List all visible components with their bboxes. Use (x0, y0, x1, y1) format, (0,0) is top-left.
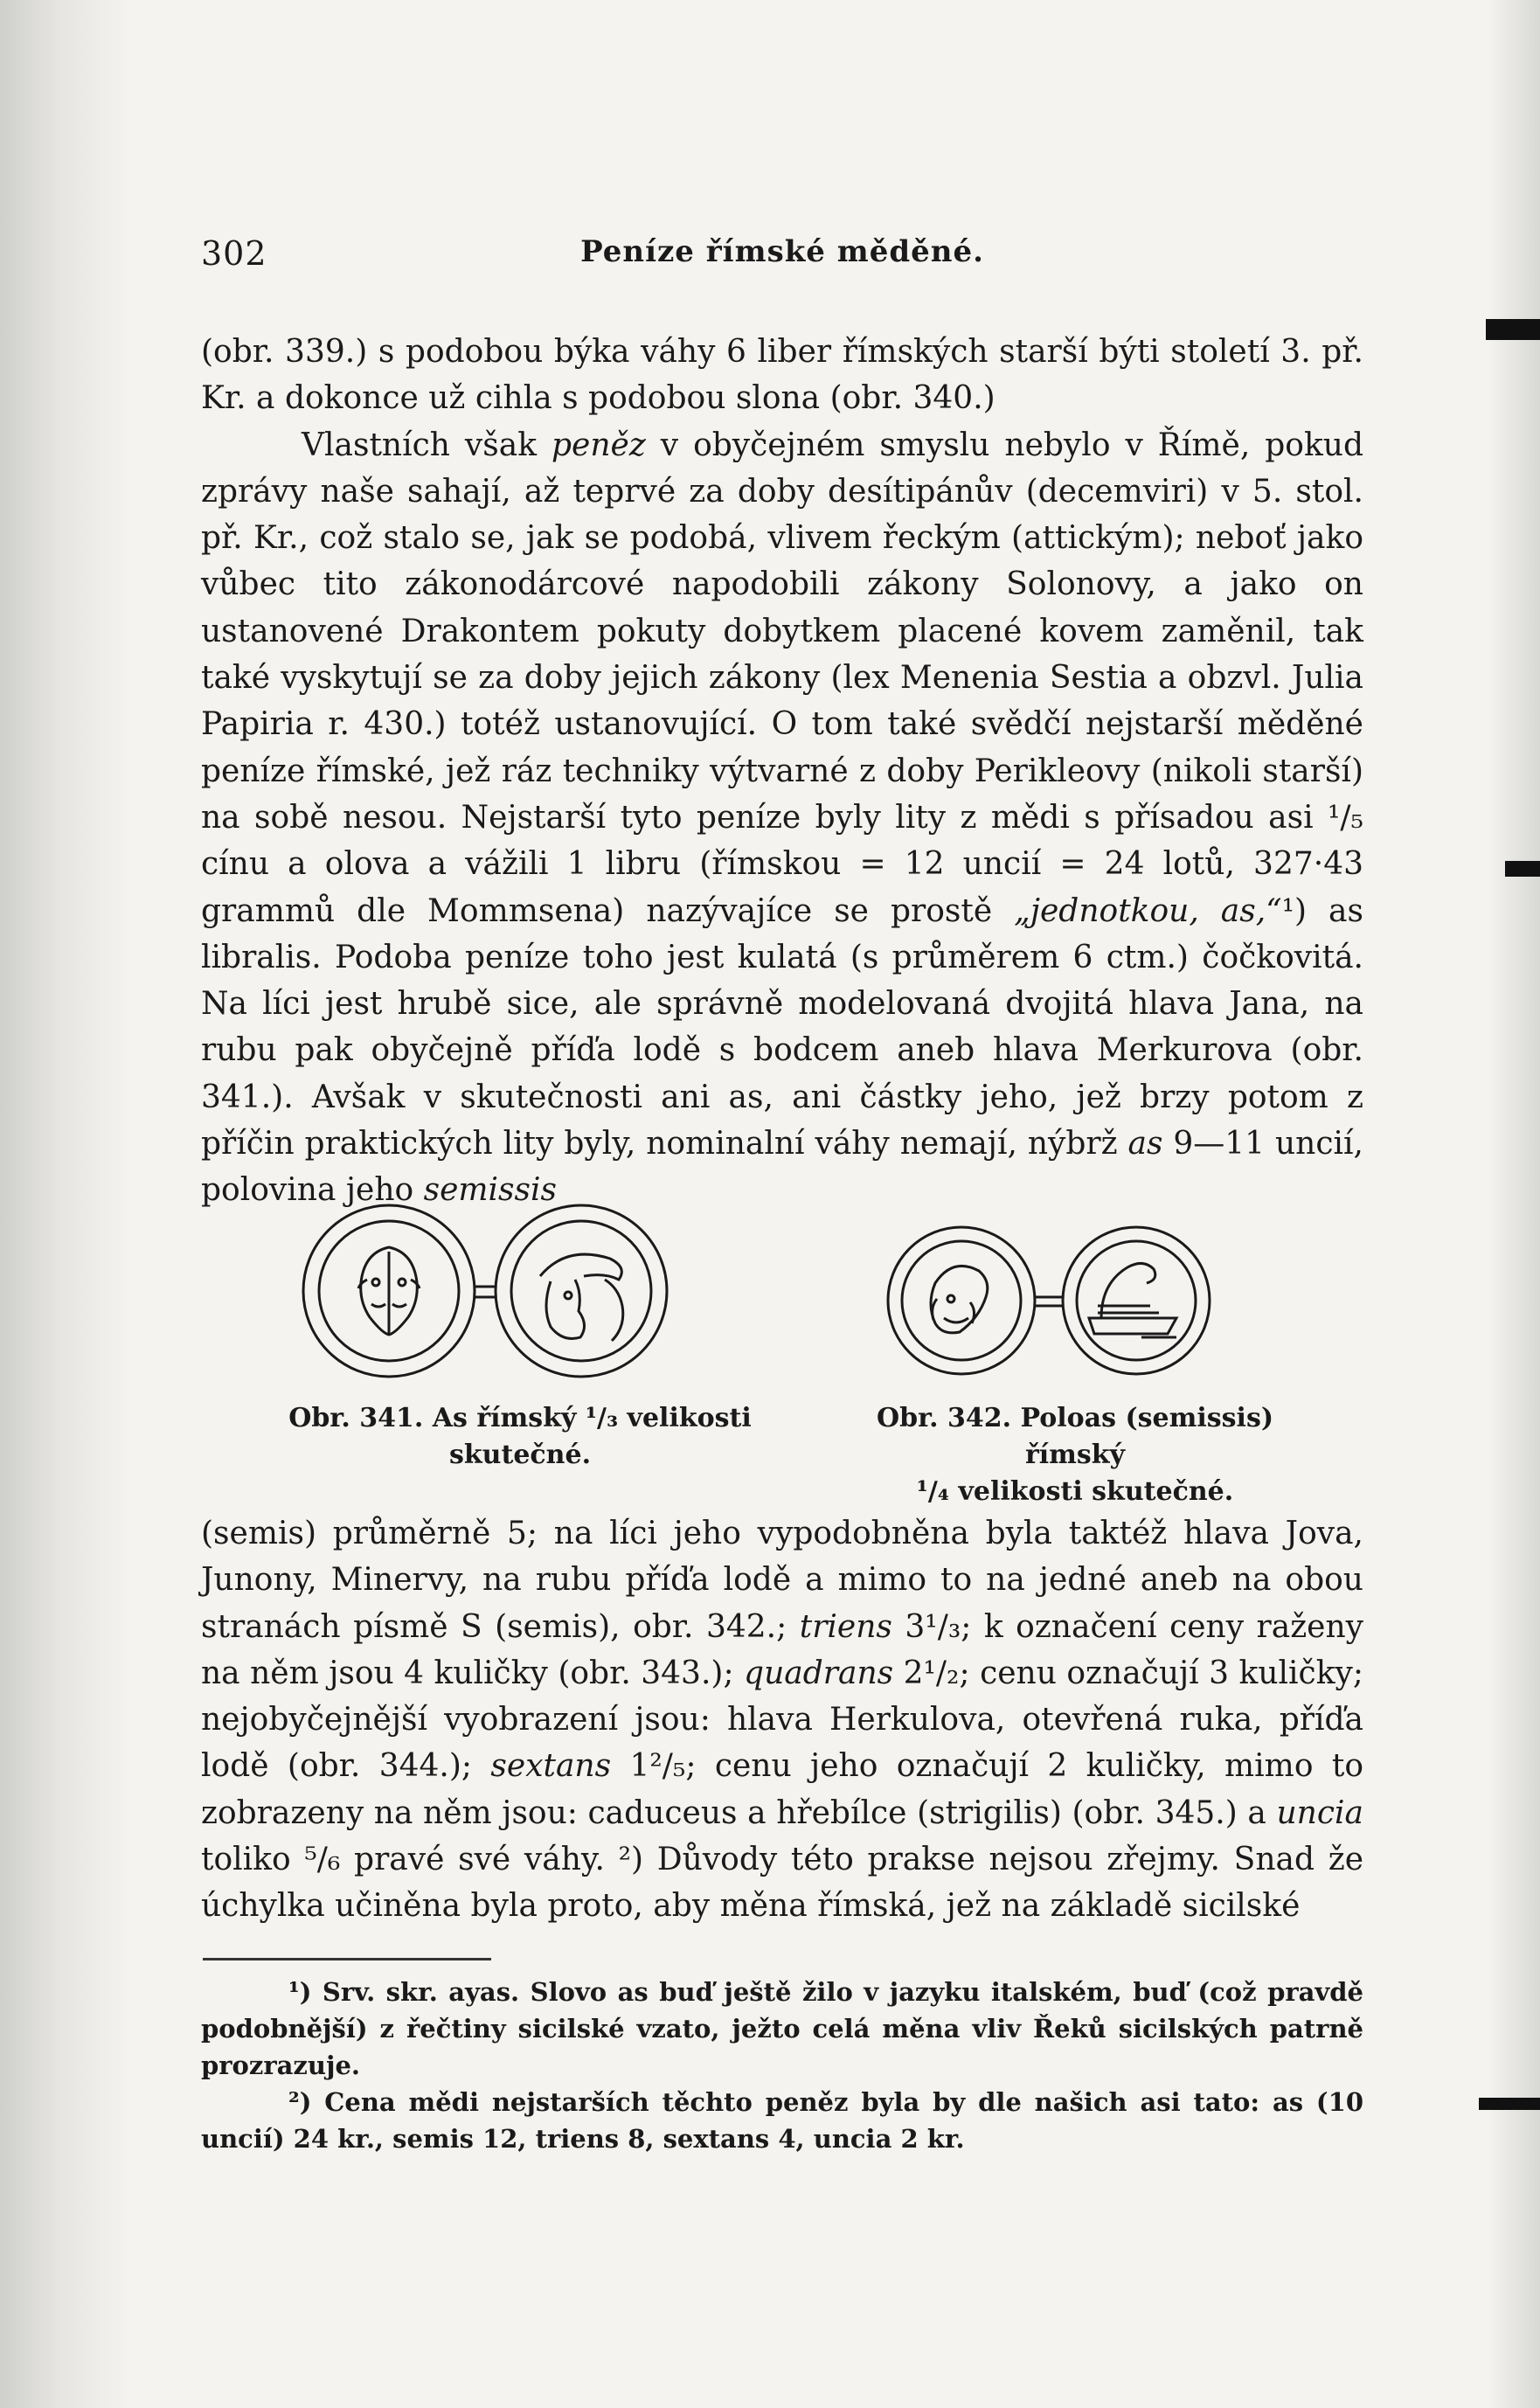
paragraph: (obr. 339.) s podobou býka váhy 6 liber římských starší býti století 3. př. Kr. a dokonce už cihla s podobou slona (obr. 340.) (201, 334, 1363, 417)
figure-342-caption: Obr. 342. Poloas (semissis) římský ¹/₄ velikosti skutečné. (876, 1403, 1274, 1507)
paragraph: Vlastních však peněz v obyčejném smyslu nebylo v Římě, pokud zprávy naše sahají, až teprvé za doby desítipánův (decemviri) v 5. stol. př. Kr., což stalo se, jak se podobá, vlivem řeckým (attickým); neboť jako vůbec tito zákonodárcové napodobili zákony Solonovy, a jako on ustanovené Drakontem pokuty dobytkem placené kovem zaměnil, tak také vyskytují se za doby jejich zákony (lex Menenia Sestia a obzvl. Julia Papiria r. 430.) totéž ustanovující. O tom také svědčí nejstarší měděné peníze římské, jež ráz techniky výtvarné z doby Perikleovy (nikoli starší) na sobě nesou. Nejstarší tyto peníze byly lity z mědi s přísadou asi ¹/₅ cínu a olova a vážili 1 libru (římskou = 12 uncií = 24 lotů, 327·43 grammů dle Mommsena) nazývajíce se prostě „jednotkou, as,“¹) as libralis. Podoba peníze toho jest kulatá (s průměrem 6 ctm.) čočkovitá. Na líci jest hrubě sice, ale správně modelovaná dvojitá hlava Jana, na rubu pak obyčejně příďa lodě s bodcem aneb hlava Merkurova (obr. 341.). Avšak v skutečnosti ani as, ani částky jeho, jež brzy potom z příčin praktických lity byly, nominalní váhy nemají, nýbrž as 9—11 uncií, polovina jeho semissis (201, 427, 1364, 1209)
page-header (201, 234, 1363, 278)
footnotes (201, 1974, 1363, 2157)
figure-342-coins (883, 1222, 1250, 1379)
paragraph: (semis) průměrně 5; na líci jeho vypodobněna byla taktéž hlava Jova, Junony, Minervy, na rubu příďa lodě a mimo to na jedné aneb na obou stranách písmě S (semis), obr. 342.; triens 3¹/₃; k označení ceny raženy na něm jsou 4 kuličky (obr. 343.); quadrans 2¹/₂; cenu označují 3 kuličky; nejobyčejnější vyobrazení jsou: hlava Herkulova, otevřená ruka, příďa lodě (obr. 344.); sextans 1²/₅; cenu jeho označují 2 kuličky, mimo to zobrazeny na něm jsou: caduceus a hřebílce (strigilis) (obr. 345.) a uncia toliko ⁵/₆ pravé své váhy. ²) Důvody této prakse nejsou zřejmy. Snad že úchylka učiněna byla proto, aby měna římská, jež na základě sicilské (201, 1516, 1364, 1925)
right-edge-shadow (1488, 0, 1540, 2408)
page-edge-shadow (0, 0, 131, 2408)
edge-mark (1505, 861, 1540, 877)
footnote-divider (203, 1958, 491, 1960)
edge-mark (1486, 319, 1540, 340)
body-text-top (201, 329, 1363, 1214)
page-number: 302 (201, 234, 267, 273)
running-title: Peníze římské měděné. (580, 234, 984, 269)
footnote-2: ²) Cena mědi nejstarších těchto peněz byla by dle našich asi tato: as (10 uncií) 24 kr., semis 12, triens 8, sextans 4, uncia 2 kr. (201, 2087, 1363, 2154)
footnote-1: ¹) Srv. skr. ayas. Slovo as buď ještě žilo v jazyku italském, buď (což pravdě podobnější) z řečtiny sicilské vzato, ježto celá měna vliv Řeků sicilských patrně prozrazuje. (201, 1977, 1363, 2080)
edge-mark (1479, 2098, 1540, 2110)
figure-341-coins (297, 1199, 708, 1383)
figure-341-caption: Obr. 341. As římský ¹/₃ velikosti skutečné. (288, 1403, 752, 1470)
body-text-bottom (201, 1510, 1363, 1930)
